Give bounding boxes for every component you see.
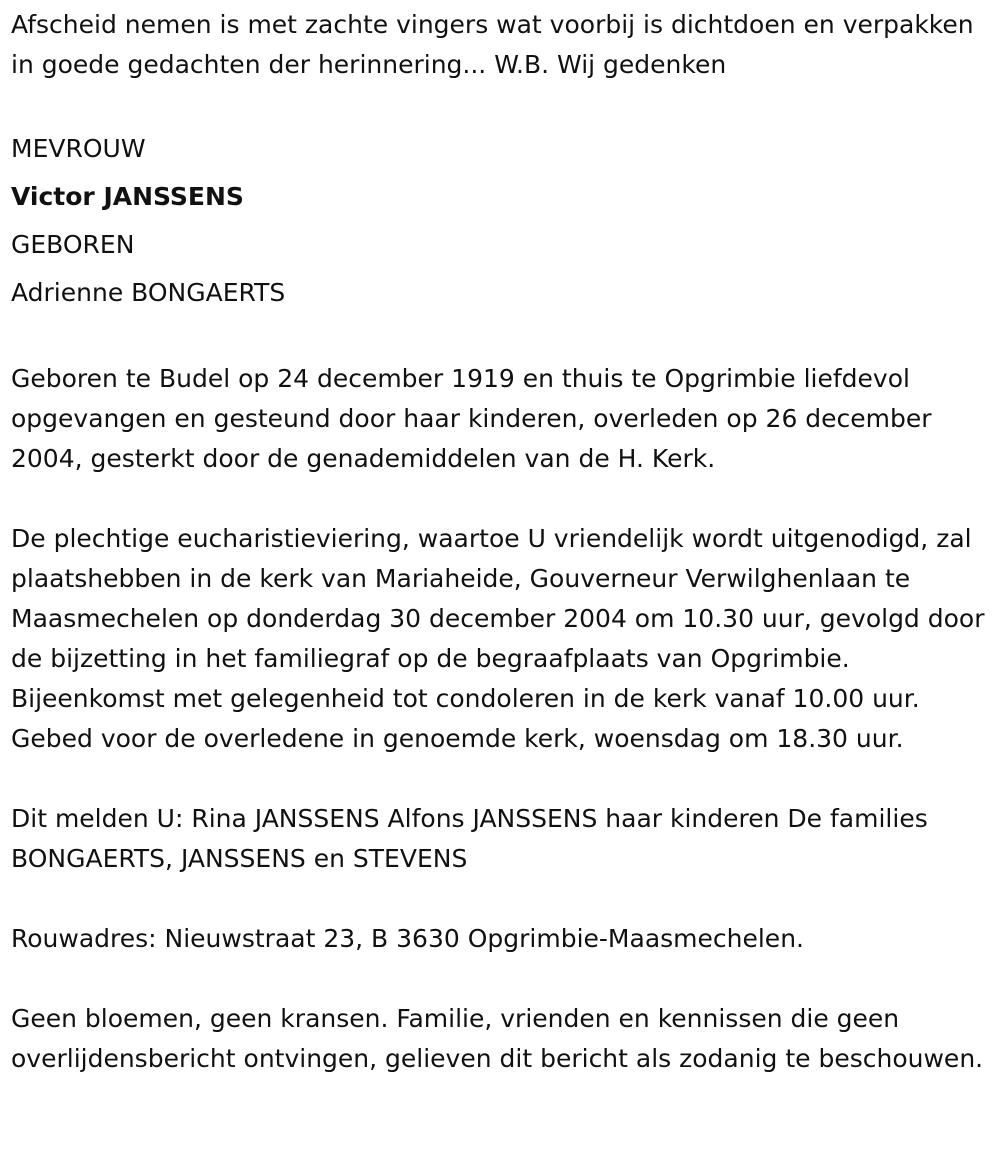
spacer — [11, 879, 990, 919]
title-prefix: MEVROUW — [11, 134, 146, 163]
intro-paragraph: Afscheid nemen is met zachte vingers wat voorbij is dichtdoen en verpakken in goede gedachten der herinnering... W.B. Wij gedenken — [11, 10, 974, 79]
spacer — [11, 85, 990, 125]
address-paragraph: Rouwadres: Nieuwstraat 23, B 3630 Opgrimbie-Maasmechelen. — [11, 924, 804, 953]
deceased-name: Victor JANSSENS — [11, 182, 244, 211]
birth-death-paragraph: Geboren te Budel op 24 december 1919 en thuis te Opgrimbie liefdevol opgevangen en gesteund door haar kinderen, overleden op 26 december 2004, gesterkt door de genademiddelen van de H. Kerk. — [11, 364, 932, 473]
closing-paragraph: Geen bloemen, geen kransen. Familie, vrienden en kennissen die geen overlijdensbericht ontvingen, gelieven dit bericht als zodanig te beschouwen. — [11, 1004, 984, 1073]
spacer — [11, 759, 990, 799]
announced-by-paragraph: Dit melden U: Rina JANSSENS Alfons JANSSENS haar kinderen De families BONGAERTS, JANSSENS en STEVENS — [11, 804, 928, 873]
spacer — [11, 959, 990, 999]
birth-name: Adrienne BONGAERTS — [11, 278, 286, 307]
name-block — [11, 125, 990, 317]
ceremony-paragraph: De plechtige eucharistieviering, waartoe U vriendelijk wordt uitgenodigd, zal plaatshebben in de kerk van Mariaheide, Gouverneur Verwilghenlaan te Maasmechelen op donderdag 30 december 2004 om 10.30 uur, gevolgd door de bijzetting in het familiegraf op de begraafplaats van Opgrimbie. Bijeenkomst met gelegenheid tot condoleren in de kerk vanaf 10.00 uur. Gebed voor de overledene in genoemde kerk, woensdag om 18.30 uur. — [11, 524, 985, 753]
spacer — [11, 479, 990, 519]
born-label: GEBOREN — [11, 230, 135, 259]
spacer — [11, 317, 990, 359]
